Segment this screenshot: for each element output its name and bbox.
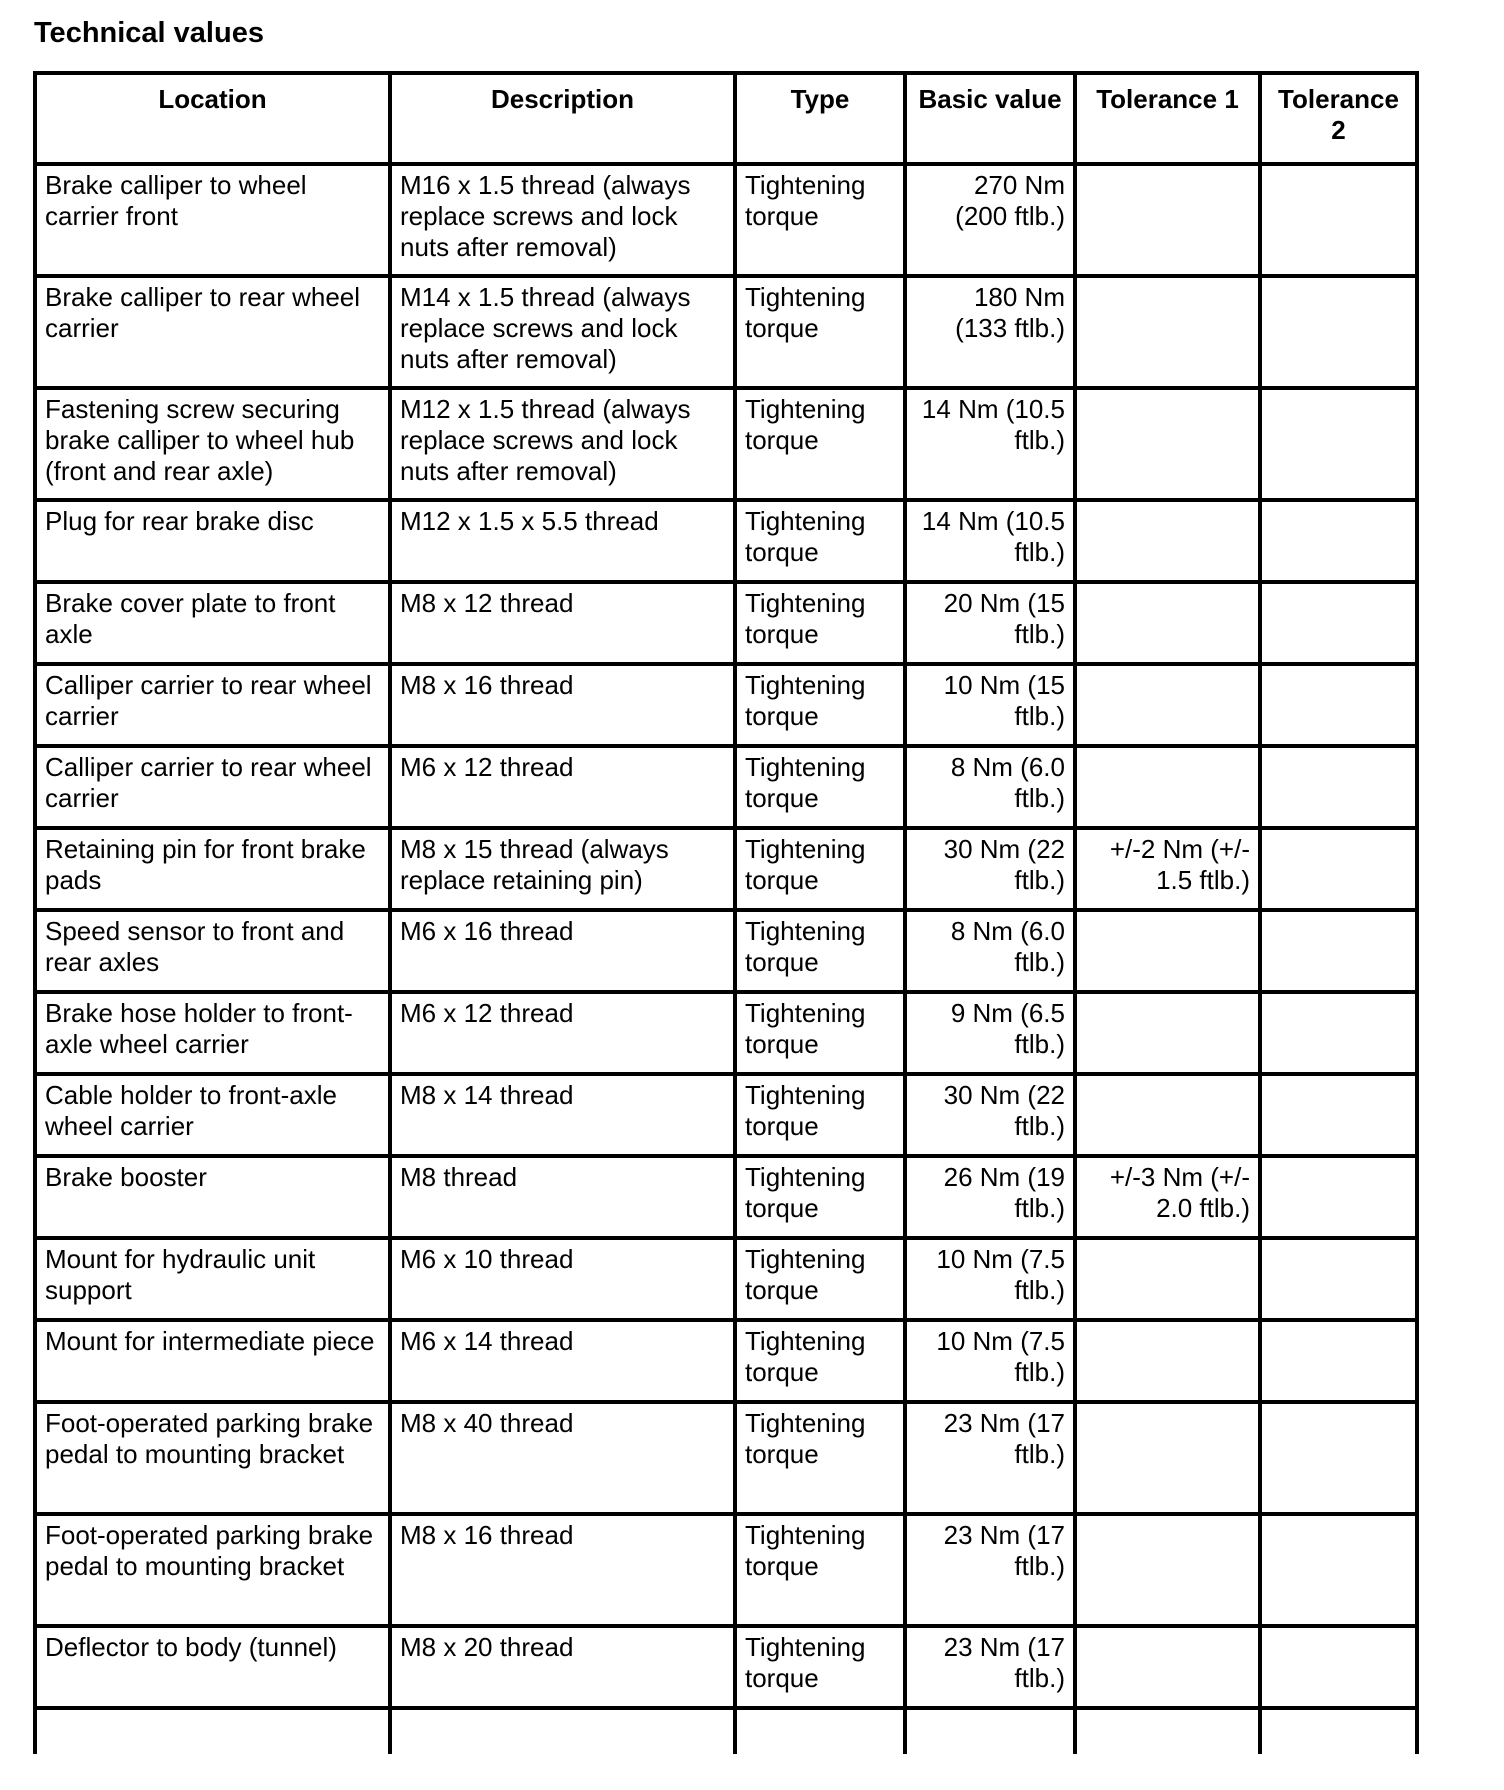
table-row: [35, 500, 1417, 582]
table-row: [35, 664, 1417, 746]
description-cell: M12 x 1.5 x 5.5 thread: [390, 500, 735, 582]
description-cell: M8 x 40 thread: [390, 1402, 735, 1514]
basic-value-cell: 9 Nm (6.5 ftlb.): [905, 992, 1075, 1074]
column-header-tolerance-2: Tolerance 2: [1260, 73, 1417, 164]
description-cell: M6 x 14 thread: [390, 1320, 735, 1402]
table-row: [35, 1514, 1417, 1626]
type-cell: Tightening torque: [735, 1320, 905, 1402]
empty-cell: [35, 1708, 390, 1754]
table-row-continuation: [35, 1708, 1417, 1754]
description-cell: M6 x 12 thread: [390, 746, 735, 828]
tolerance-1-cell: [1075, 664, 1260, 746]
description-cell: M8 x 15 thread (always replace retaining pin): [390, 828, 735, 910]
table-row: [35, 1320, 1417, 1402]
type-cell: Tightening torque: [735, 828, 905, 910]
table-row: [35, 1238, 1417, 1320]
tolerance-2-cell: [1260, 388, 1417, 500]
table-row: [35, 276, 1417, 388]
tolerance-2-cell: [1260, 664, 1417, 746]
location-cell: Foot-operated parking brake pedal to mounting bracket: [35, 1402, 390, 1514]
description-cell: M12 x 1.5 thread (always replace screws and lock nuts after removal): [390, 388, 735, 500]
tolerance-2-cell: [1260, 746, 1417, 828]
basic-value-cell: 8 Nm (6.0 ftlb.): [905, 910, 1075, 992]
description-cell: M8 x 14 thread: [390, 1074, 735, 1156]
tolerance-1-cell: [1075, 1402, 1260, 1514]
tolerance-1-cell: [1075, 910, 1260, 992]
table-row: [35, 582, 1417, 664]
table-row: [35, 1156, 1417, 1238]
basic-value-cell: 14 Nm (10.5 ftlb.): [905, 388, 1075, 500]
table-row: [35, 388, 1417, 500]
type-cell: Tightening torque: [735, 582, 905, 664]
location-cell: Calliper carrier to rear wheel carrier: [35, 664, 390, 746]
tolerance-2-cell: [1260, 1238, 1417, 1320]
basic-value-cell: 180 Nm (133 ftlb.): [905, 276, 1075, 388]
table-header: [35, 73, 1417, 164]
table-row: [35, 746, 1417, 828]
location-cell: Brake hose holder to front-axle wheel carrier: [35, 992, 390, 1074]
column-header-description: Description: [390, 73, 735, 164]
type-cell: Tightening torque: [735, 664, 905, 746]
location-cell: Brake booster: [35, 1156, 390, 1238]
header-row: [35, 73, 1417, 164]
type-cell: Tightening torque: [735, 388, 905, 500]
table-row: [35, 164, 1417, 276]
description-cell: M8 thread: [390, 1156, 735, 1238]
tolerance-1-cell: [1075, 500, 1260, 582]
type-cell: Tightening torque: [735, 500, 905, 582]
basic-value-cell: 14 Nm (10.5 ftlb.): [905, 500, 1075, 582]
type-cell: Tightening torque: [735, 1402, 905, 1514]
description-cell: M16 x 1.5 thread (always replace screws and lock nuts after removal): [390, 164, 735, 276]
type-cell: Tightening torque: [735, 910, 905, 992]
tolerance-2-cell: [1260, 276, 1417, 388]
tolerance-1-cell: [1075, 992, 1260, 1074]
type-cell: Tightening torque: [735, 1238, 905, 1320]
table-row: [35, 828, 1417, 910]
table-row: [35, 1074, 1417, 1156]
basic-value-cell: 10 Nm (15 ftlb.): [905, 664, 1075, 746]
tolerance-2-cell: [1260, 910, 1417, 992]
type-cell: Tightening torque: [735, 1156, 905, 1238]
tolerance-2-cell: [1260, 1626, 1417, 1708]
empty-cell: [390, 1708, 735, 1754]
description-cell: M14 x 1.5 thread (always replace screws and lock nuts after removal): [390, 276, 735, 388]
tolerance-1-cell: [1075, 1514, 1260, 1626]
description-cell: M6 x 16 thread: [390, 910, 735, 992]
location-cell: Brake calliper to wheel carrier front: [35, 164, 390, 276]
tolerance-2-cell: [1260, 1074, 1417, 1156]
type-cell: Tightening torque: [735, 1626, 905, 1708]
tolerance-2-cell: [1260, 828, 1417, 910]
basic-value-cell: 270 Nm (200 ftlb.): [905, 164, 1075, 276]
empty-cell: [1075, 1708, 1260, 1754]
description-cell: M8 x 20 thread: [390, 1626, 735, 1708]
basic-value-cell: 10 Nm (7.5 ftlb.): [905, 1320, 1075, 1402]
description-cell: M6 x 12 thread: [390, 992, 735, 1074]
description-cell: M8 x 12 thread: [390, 582, 735, 664]
table-row: [35, 1402, 1417, 1514]
basic-value-cell: 20 Nm (15 ftlb.): [905, 582, 1075, 664]
location-cell: Brake calliper to rear wheel carrier: [35, 276, 390, 388]
tolerance-1-cell: [1075, 1626, 1260, 1708]
basic-value-cell: 23 Nm (17 ftlb.): [905, 1514, 1075, 1626]
location-cell: Speed sensor to front and rear axles: [35, 910, 390, 992]
tolerance-2-cell: [1260, 1320, 1417, 1402]
technical-values-table: [33, 71, 1419, 1754]
tolerance-2-cell: [1260, 164, 1417, 276]
basic-value-cell: 8 Nm (6.0 ftlb.): [905, 746, 1075, 828]
type-cell: Tightening torque: [735, 1514, 905, 1626]
column-header-tolerance-1: Tolerance 1: [1075, 73, 1260, 164]
tolerance-1-cell: [1075, 1238, 1260, 1320]
type-cell: Tightening torque: [735, 746, 905, 828]
tolerance-1-cell: +/-3 Nm (+/- 2.0 ftlb.): [1075, 1156, 1260, 1238]
location-cell: Cable holder to front-axle wheel carrier: [35, 1074, 390, 1156]
description-cell: M8 x 16 thread: [390, 664, 735, 746]
page-title: Technical values: [34, 17, 264, 49]
location-cell: Plug for rear brake disc: [35, 500, 390, 582]
tolerance-1-cell: [1075, 388, 1260, 500]
table-row: [35, 910, 1417, 992]
location-cell: Foot-operated parking brake pedal to mounting bracket: [35, 1514, 390, 1626]
description-cell: M6 x 10 thread: [390, 1238, 735, 1320]
location-cell: Brake cover plate to front axle: [35, 582, 390, 664]
tolerance-2-cell: [1260, 992, 1417, 1074]
tolerance-1-cell: +/-2 Nm (+/- 1.5 ftlb.): [1075, 828, 1260, 910]
basic-value-cell: 30 Nm (22 ftlb.): [905, 828, 1075, 910]
table-row: [35, 1626, 1417, 1708]
type-cell: Tightening torque: [735, 164, 905, 276]
tolerance-2-cell: [1260, 1514, 1417, 1626]
tolerance-1-cell: [1075, 582, 1260, 664]
tolerance-1-cell: [1075, 164, 1260, 276]
basic-value-cell: 30 Nm (22 ftlb.): [905, 1074, 1075, 1156]
basic-value-cell: 26 Nm (19 ftlb.): [905, 1156, 1075, 1238]
location-cell: Mount for intermediate piece: [35, 1320, 390, 1402]
location-cell: Mount for hydraulic unit support: [35, 1238, 390, 1320]
description-cell: M8 x 16 thread: [390, 1514, 735, 1626]
location-cell: Retaining pin for front brake pads: [35, 828, 390, 910]
type-cell: Tightening torque: [735, 276, 905, 388]
basic-value-cell: 10 Nm (7.5 ftlb.): [905, 1238, 1075, 1320]
type-cell: Tightening torque: [735, 1074, 905, 1156]
tolerance-1-cell: [1075, 1074, 1260, 1156]
empty-cell: [905, 1708, 1075, 1754]
tolerance-1-cell: [1075, 1320, 1260, 1402]
column-header-location: Location: [35, 73, 390, 164]
tolerance-1-cell: [1075, 746, 1260, 828]
location-cell: Calliper carrier to rear wheel carrier: [35, 746, 390, 828]
location-cell: Fastening screw securing brake calliper to wheel hub (front and rear axle): [35, 388, 390, 500]
tolerance-2-cell: [1260, 1402, 1417, 1514]
table-row: [35, 992, 1417, 1074]
empty-cell: [1260, 1708, 1417, 1754]
column-header-type: Type: [735, 73, 905, 164]
tolerance-2-cell: [1260, 1156, 1417, 1238]
tolerance-1-cell: [1075, 276, 1260, 388]
basic-value-cell: 23 Nm (17 ftlb.): [905, 1626, 1075, 1708]
column-header-basic-value: Basic value: [905, 73, 1075, 164]
location-cell: Deflector to body (tunnel): [35, 1626, 390, 1708]
table-body: [35, 164, 1417, 1754]
type-cell: Tightening torque: [735, 992, 905, 1074]
tolerance-2-cell: [1260, 582, 1417, 664]
basic-value-cell: 23 Nm (17 ftlb.): [905, 1402, 1075, 1514]
tolerance-2-cell: [1260, 500, 1417, 582]
empty-cell: [735, 1708, 905, 1754]
